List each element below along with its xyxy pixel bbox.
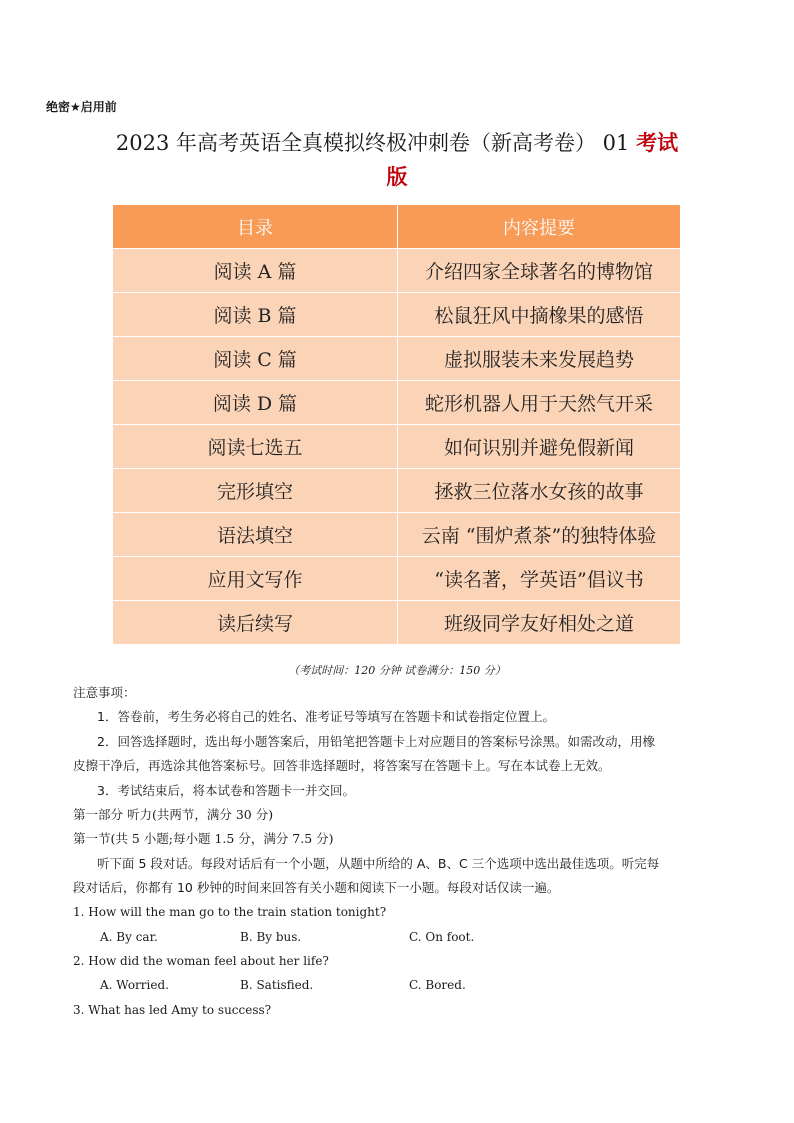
title-highlight-1: 考试 <box>636 130 679 155</box>
table-row <box>113 513 681 557</box>
table-row <box>113 425 681 469</box>
table-row <box>113 601 681 645</box>
page-title <box>60 126 734 194</box>
table-row <box>113 337 681 381</box>
summary-cell: 班级同学友好相处之道 <box>398 601 681 645</box>
option-c: C. Bored. <box>409 978 466 992</box>
note-1: 1．答卷前，考生务必将自己的姓名、准考证号等填写在答题卡和试卷指定位置上。 <box>97 709 555 724</box>
note-3: 3．考试结束后，将本试卷和答题卡一并交回。 <box>97 783 355 798</box>
title-main: 2023 年高考英语全真模拟终极冲刺卷（新高考卷） 01 <box>115 131 637 155</box>
table-row <box>113 381 681 425</box>
summary-cell: 松鼠狂风中摘橡果的感悟 <box>398 293 681 337</box>
option-b: B. By bus. <box>240 930 302 944</box>
table-row <box>113 557 681 601</box>
section-cell: 完形填空 <box>113 469 398 513</box>
section-cell: 阅读 D 篇 <box>113 381 398 425</box>
section-cell: 阅读 B 篇 <box>113 293 398 337</box>
summary-cell: 蛇形机器人用于天然气开采 <box>398 381 681 425</box>
part-1-heading: 第一部分 听力(共两节，满分 30 分) <box>73 807 274 822</box>
section-1-heading: 第一节(共 5 小题;每小题 1.5 分，满分 7.5 分) <box>73 831 334 846</box>
summary-cell: 云南 “围炉煮茶”的独特体验 <box>398 513 681 557</box>
option-b: B. Satisfied. <box>240 978 314 992</box>
summary-cell: 如何识别并避免假新闻 <box>398 425 681 469</box>
option-a: A. Worried. <box>100 978 169 992</box>
table-header-row <box>113 205 681 249</box>
summary-cell: 虚拟服装未来发展趋势 <box>398 337 681 381</box>
option-a: A. By car. <box>100 930 158 944</box>
summary-cell: 拯救三位落水女孩的故事 <box>398 469 681 513</box>
question-1: 1. How will the man go to the train station tonight? <box>73 905 387 919</box>
table-row <box>113 293 681 337</box>
section-cell: 应用文写作 <box>113 557 398 601</box>
section-cell: 读后续写 <box>113 601 398 645</box>
option-c: C. On foot. <box>409 930 475 944</box>
table-row <box>113 469 681 513</box>
exam-info: （考试时间：120 分钟 试卷满分：150 分） <box>288 664 506 677</box>
instructions-line-1: 听下面 5 段对话。每段对话后有一个小题，从题中所给的 A、B、C 三个选项中选出最佳选项。听完每 <box>97 856 660 871</box>
table-row <box>113 249 681 293</box>
section-cell: 阅读 C 篇 <box>113 337 398 381</box>
notes-heading: 注意事项： <box>73 685 136 700</box>
title-highlight-2: 版 <box>386 164 408 189</box>
confidential-label: 绝密★启用前 <box>46 100 117 114</box>
section-cell: 阅读七选五 <box>113 425 398 469</box>
note-2-line-2: 皮擦干净后，再选涂其他答案标号。回答非选择题时，将答案写在答题卡上。写在本试卷上无效。 <box>73 758 611 773</box>
section-cell: 阅读 A 篇 <box>113 249 398 293</box>
question-2: 2. How did the woman feel about her life? <box>73 954 329 968</box>
column-header-summary: 内容提要 <box>398 205 681 249</box>
note-2-line-1: 2．回答选择题时，选出每小题答案后，用铅笔把答题卡上对应题目的答案标号涂黑。如需改动，用橡 <box>97 734 655 749</box>
contents-table <box>112 204 681 645</box>
column-header-contents: 目录 <box>113 205 398 249</box>
question-3: 3. What has led Amy to success? <box>73 1003 272 1017</box>
summary-cell: “读名著，学英语”倡议书 <box>398 557 681 601</box>
section-cell: 语法填空 <box>113 513 398 557</box>
instructions-line-2: 段对话后，你都有 10 秒钟的时间来回答有关小题和阅读下一小题。每段对话仅读一遍。 <box>73 880 560 895</box>
summary-cell: 介绍四家全球著名的博物馆 <box>398 249 681 293</box>
